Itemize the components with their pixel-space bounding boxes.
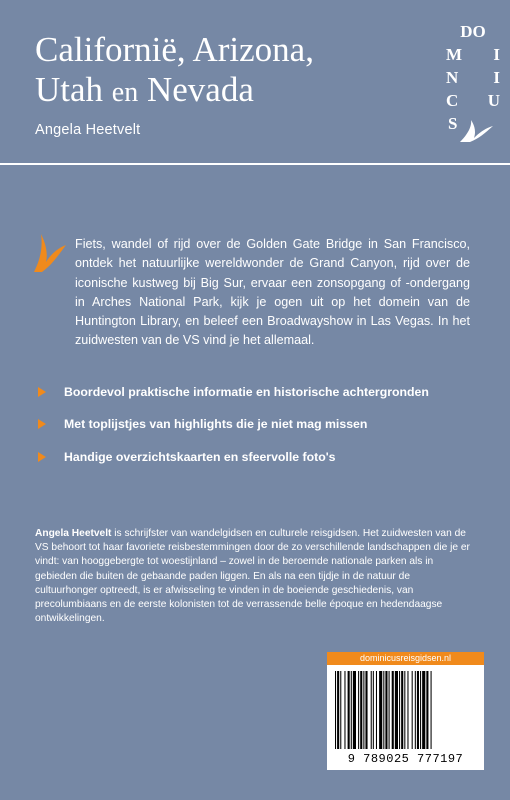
barcode-bar — [358, 671, 359, 749]
barcode-bar — [371, 671, 372, 749]
list-item — [38, 415, 478, 434]
barcode-bar — [420, 671, 421, 749]
logo-letter: S — [448, 114, 458, 133]
logo-letter: C — [446, 91, 459, 110]
author-bio — [35, 527, 475, 626]
logo-row-2 — [446, 43, 500, 66]
barcode-bar — [335, 671, 336, 749]
barcode — [327, 665, 484, 770]
author-name: Angela Heetvelt — [35, 122, 141, 138]
barcode-bar — [365, 671, 367, 749]
title-word-utah: Utah — [35, 70, 104, 109]
barcode-bar — [385, 671, 387, 749]
barcode-bar — [417, 671, 419, 749]
header-divider — [0, 163, 510, 165]
barcode-bar — [337, 671, 339, 749]
bullet-triangle-icon — [38, 419, 46, 429]
barcode-bar — [422, 671, 425, 749]
logo-row-3 — [446, 66, 500, 89]
barcode-bar — [373, 671, 374, 749]
barcode-bar — [360, 671, 362, 749]
barcode-bar — [340, 671, 341, 749]
bird-icon — [33, 232, 67, 274]
logo-letter: I — [493, 45, 500, 64]
logo-row-4 — [446, 89, 500, 112]
logo-letter: U — [487, 91, 500, 110]
feature-list — [38, 382, 478, 480]
bio-author-name: Angela Heetvelt — [35, 528, 112, 539]
barcode-bar — [412, 671, 413, 749]
feature-text: Met toplijstjes van highlights die je niet mag missen — [64, 417, 368, 431]
bullet-triangle-icon — [38, 452, 46, 462]
intro-paragraph: Fiets, wandel of rijd over de Golden Gate Bridge in San Francisco, ontdek het natuurlijke wereldwonder de Grand Canyon, rijd over de iconische kustweg bij Big Sur, ervaar een zonsopgang of -ondergang in Arches National Park, kijk je ogen uit op het domein van de Huntington Library, en beleef een Broadwayshow in Las Vegas. In het zuidwesten van de VS vind je het allemaal. — [75, 237, 470, 348]
logo-letter: O — [472, 22, 486, 41]
logo-letter: N — [446, 68, 459, 87]
barcode-bar — [351, 671, 352, 749]
publisher-url: dominicusreisgidsen.nl — [327, 652, 484, 665]
barcode-bar — [392, 671, 394, 749]
barcode-bar — [415, 671, 416, 749]
bullet-triangle-icon — [38, 387, 46, 397]
bio-text: is schrijfster van wandelgidsen en culturele reisgidsen. Het zuidwesten van de VS behoort tot haar favoriete reisbestemmingen door de zo verschillende landschappen die je er vindt: van hooggebergte tot woestijnland – zowel in de beroemde nationale parken als in gebieden die buiten de gebaande paden liggen. En als na een tijdje in de natuur de cultuurhonger optreedt, is er afwisseling te vinden in de boeiende geschiedenis, van precolumbiaans en de eerste kolonisten tot de verrassende belle époque en hedendaagse ontwikkelingen. — [35, 528, 470, 625]
barcode-bar — [401, 671, 403, 749]
barcode-bar — [431, 671, 432, 749]
barcode-bar — [407, 671, 408, 749]
title-word-en: en — [111, 77, 139, 108]
barcode-bar — [348, 671, 350, 749]
barcode-bar — [395, 671, 398, 749]
barcode-bar — [363, 671, 364, 749]
barcode-bar — [389, 671, 390, 749]
title-block — [35, 30, 435, 138]
isbn-number: 9 789025 777197 — [347, 752, 464, 766]
title-word-nevada: Nevada — [146, 70, 254, 109]
barcode-bar — [376, 671, 377, 749]
logo-letter: M — [446, 45, 463, 64]
barcode-bar — [353, 671, 356, 749]
logo-row-1 — [446, 20, 500, 43]
barcode-bar — [426, 671, 428, 749]
book-title-line-2 — [35, 70, 435, 113]
bird-icon — [458, 120, 494, 144]
book-title-line-1: Californië, Arizona, — [35, 30, 314, 69]
barcode-bar — [344, 671, 345, 749]
barcode-bar — [399, 671, 400, 749]
feature-text: Boordevol praktische informatie en historische achtergronden — [64, 384, 429, 399]
barcode-bar — [379, 671, 382, 749]
publisher-logo — [446, 20, 500, 145]
logo-letter: I — [493, 68, 500, 87]
barcode-bar — [383, 671, 384, 749]
logo-letter: D — [460, 22, 473, 41]
barcode-bar — [404, 671, 405, 749]
list-item — [38, 447, 478, 466]
feature-text: Handige overzichtskaarten en sfeervolle foto's — [64, 449, 336, 464]
list-item — [38, 382, 478, 401]
